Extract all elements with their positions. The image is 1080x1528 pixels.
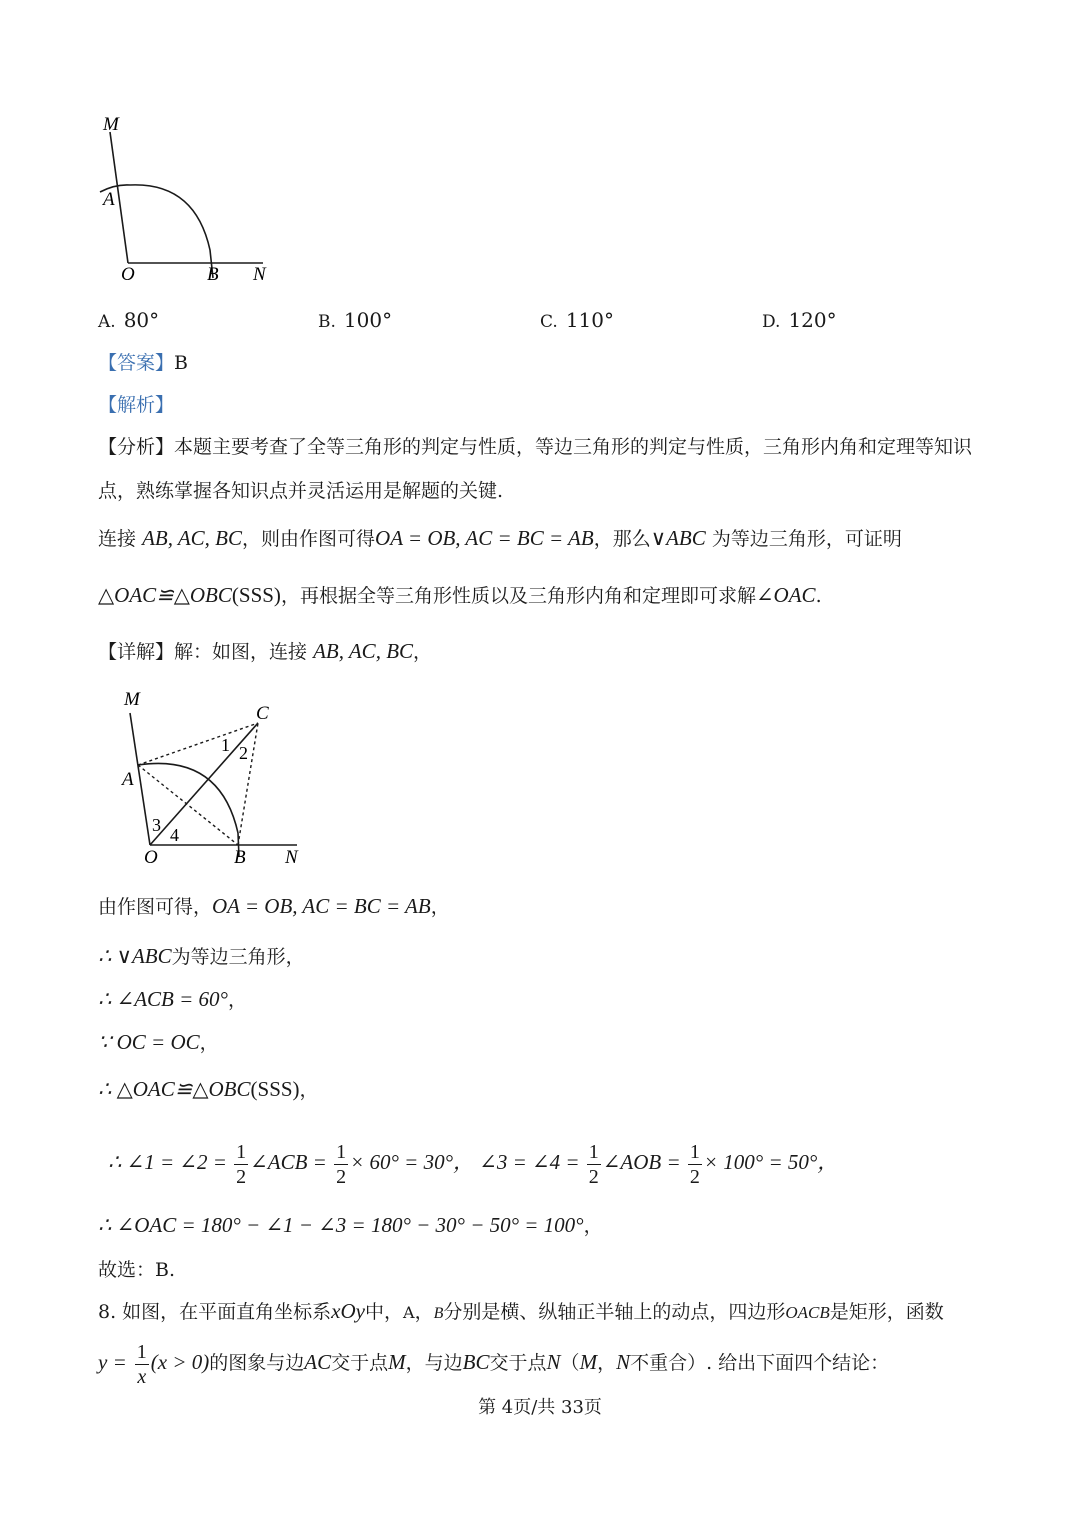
choose-line: 故选：B. (98, 1259, 176, 1281)
fenxi-line-1: 【分析】本题主要考查了全等三角形的判定与性质，等边三角形的判定与性质，三角形内角和定理等知识 (98, 436, 973, 458)
answer-tag: 【答案】 (98, 352, 175, 374)
label-m: M (103, 114, 119, 135)
fraction-1-over-x: $\frac{1}{x}$ (136, 1340, 147, 1388)
segment-oc (150, 723, 258, 845)
step-3: ∴ ∠ACB = 60°， (98, 987, 247, 1011)
answer-line (98, 350, 188, 376)
label-c: C (256, 703, 269, 724)
step-1: 由作图可得，OA = OB, AC = BC = AB， (98, 894, 450, 918)
label-o: O (144, 847, 158, 868)
label-n: N (253, 264, 266, 285)
connect-line: 连接 AB, AC, BC，则由作图可得OA = OB, AC = BC = AB，那么∨ABC 为等边三角形，可证明 (98, 526, 902, 550)
label-o: O (121, 264, 135, 285)
answer-value: B (174, 352, 188, 374)
label-a: A (103, 189, 115, 210)
fraction-half: $\frac{1}{2}$ (336, 1140, 347, 1188)
label-b: B (207, 264, 219, 285)
option-d: D. 120° (762, 308, 837, 332)
detail-line: 【详解】解：如图，连接 AB, AC, BC， (98, 639, 433, 663)
step-6: ∴ ∠1 = ∠2 = $\frac{1}{2}$ ∠ACB = $\frac{1}{2}$ × 60° = 30°， ∠3 = ∠4 = $\frac{1}{2}$ ∠AOB = $\frac{1}{2}$ × 100° = 50°， (108, 1140, 839, 1188)
q8-line-2: y = $\frac{1}{x}$ (x > 0)的图象与边AC交于点M，与边BC交于点N（M，N不重合）. 给出下面四个结论： (98, 1340, 890, 1388)
step-7: ∴ ∠OAC = 180° − ∠1 − ∠3 = 180° − 30° − 50° = 100°， (98, 1213, 603, 1237)
label-3: 3 (152, 815, 161, 835)
congruence-line: △OAC≌△OBC(SSS)，再根据全等三角形性质以及三角形内角和定理即可求解∠OAC. (98, 583, 822, 607)
fraction-half: $\frac{1}{2}$ (689, 1140, 700, 1188)
figure-2-diagram (100, 685, 320, 875)
figure-1-diagram (95, 110, 285, 285)
step-5: ∴ △OAC≌△OBC(SSS)， (98, 1077, 319, 1101)
label-n: N (285, 847, 298, 868)
label-a: A (122, 769, 134, 790)
fraction-half: $\frac{1}{2}$ (236, 1140, 247, 1188)
step-2: ∴ ∨ABC为等边三角形， (98, 944, 305, 968)
fraction-half: $\frac{1}{2}$ (588, 1140, 599, 1188)
page-footer: 第 4页/共 33页 (478, 1397, 602, 1418)
arc-ab (100, 185, 213, 278)
label-1: 1 (221, 735, 230, 755)
q8-line-1: 8. 如图，在平面直角坐标系xOy中，A，B分别是横、纵轴正半轴上的动点，四边形OACB是矩形，函数 (98, 1299, 944, 1323)
option-a: A. 80° (98, 308, 160, 332)
label-4: 4 (170, 825, 179, 845)
label-2: 2 (239, 743, 248, 763)
label-b: B (234, 847, 246, 868)
option-c: C. 110° (540, 308, 614, 332)
label-m: M (124, 689, 140, 710)
analysis-tag: 【解析】 (98, 394, 175, 416)
fenxi-line-2: 点，熟练掌握各知识点并灵活运用是解题的关键. (98, 480, 504, 502)
step-4: ∵ OC = OC， (98, 1030, 219, 1054)
option-b: B. 100° (318, 308, 393, 332)
